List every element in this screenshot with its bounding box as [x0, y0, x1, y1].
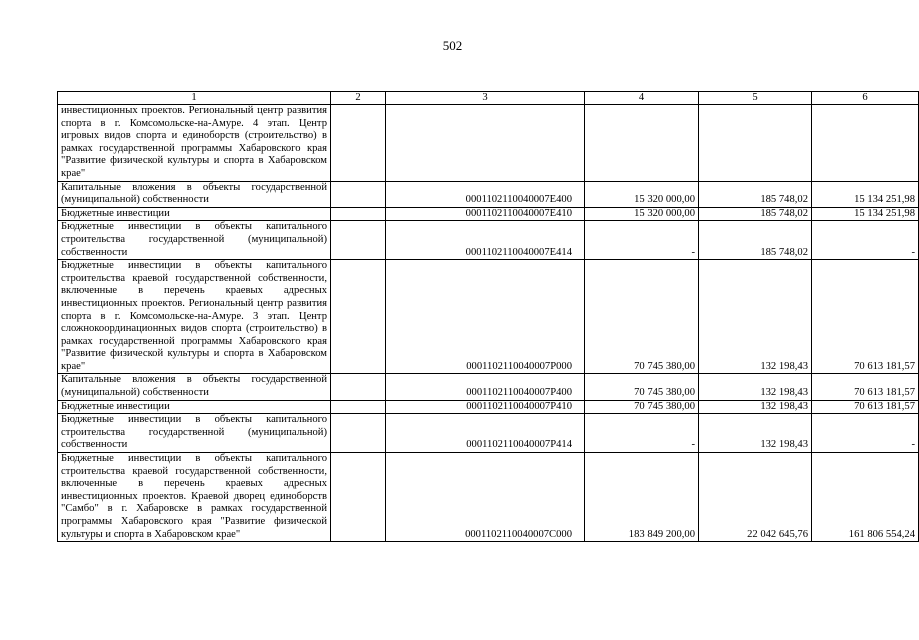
table-row — [58, 400, 919, 414]
row-description: Капитальные вложения в объекты государственной (муниципальной) собственности — [58, 181, 331, 207]
column-header: 5 — [699, 92, 812, 105]
table-row — [58, 453, 919, 542]
row-description: Бюджетные инвестиции — [58, 207, 331, 221]
row-value-4: 70 745 380,00 — [585, 260, 699, 374]
row-value-4: 183 849 200,00 — [585, 453, 699, 542]
table-row — [58, 181, 919, 207]
table-row — [58, 207, 919, 221]
row-value-6: 161 806 554,24 — [812, 453, 919, 542]
row-value-6: - — [812, 414, 919, 453]
budget-table — [57, 91, 919, 542]
row-value-5: 132 198,43 — [699, 400, 812, 414]
row-value-5 — [699, 105, 812, 182]
row-column-2 — [331, 181, 386, 207]
row-value-5: 185 748,02 — [699, 207, 812, 221]
row-description: Бюджетные инвестиции в объекты капитального строительства государственной (муниципальной) собственности — [58, 414, 331, 453]
row-code: 0001102110040007P414 — [386, 414, 585, 453]
row-value-4: 70 745 380,00 — [585, 400, 699, 414]
row-value-4: 70 745 380,00 — [585, 374, 699, 400]
row-value-4: 15 320 000,00 — [585, 207, 699, 221]
row-code: 0001102110040007C000 — [386, 453, 585, 542]
row-description: Бюджетные инвестиции — [58, 400, 331, 414]
row-value-5: 132 198,43 — [699, 414, 812, 453]
row-value-5: 132 198,43 — [699, 374, 812, 400]
row-column-2 — [331, 374, 386, 400]
column-header: 2 — [331, 92, 386, 105]
row-value-6: 70 613 181,57 — [812, 400, 919, 414]
column-header: 3 — [386, 92, 585, 105]
page-number: 502 — [442, 38, 463, 53]
row-value-4: - — [585, 414, 699, 453]
row-value-6: 15 134 251,98 — [812, 207, 919, 221]
row-value-6: 70 613 181,57 — [812, 260, 919, 374]
row-code: 0001102110040007P400 — [386, 374, 585, 400]
row-code — [386, 105, 585, 182]
column-header: 6 — [812, 92, 919, 105]
row-column-2 — [331, 414, 386, 453]
row-value-6 — [812, 105, 919, 182]
row-code: 0001102110040007E410 — [386, 207, 585, 221]
row-value-4: 15 320 000,00 — [585, 181, 699, 207]
row-code: 0001102110040007P000 — [386, 260, 585, 374]
column-header: 1 — [58, 92, 331, 105]
table-row — [58, 105, 919, 182]
row-description: инвестиционных проектов. Региональный центр развития спорта в г. Комсомольске-на-Амуре. 4 этап. Центр игровых видов спорта и единоборств (строительство) в рамках государственной программы Хабаровского края "Развитие физической культуры и спорта в Хабаровском крае" — [58, 105, 331, 182]
row-value-4 — [585, 105, 699, 182]
row-value-5: 185 748,02 — [699, 181, 812, 207]
row-code: 0001102110040007P410 — [386, 400, 585, 414]
table-row — [58, 221, 919, 260]
row-value-5: 22 042 645,76 — [699, 453, 812, 542]
row-description: Бюджетные инвестиции в объекты капитального строительства государственной (муниципальной) собственности — [58, 221, 331, 260]
row-column-2 — [331, 221, 386, 260]
row-value-4: - — [585, 221, 699, 260]
column-header: 4 — [585, 92, 699, 105]
row-column-2 — [331, 105, 386, 182]
row-value-5: 132 198,43 — [699, 260, 812, 374]
row-description: Бюджетные инвестиции в объекты капитального строительства краевой государственной собственности, включенные в перечень краевых адресных инвестиционных проектов. Региональный центр развития спорта в г. Комсомольске-на-Амуре. 3 этап. Центр сложнокоординационных видов спорта (строительство) в рамках государственной программы Хабаровского края "Развитие физической культуры и спорта в Хабаровском крае" — [58, 260, 331, 374]
table-row — [58, 414, 919, 453]
row-column-2 — [331, 400, 386, 414]
row-description: Бюджетные инвестиции в объекты капитального строительства краевой государственной собственности, включенные в перечень краевых адресных инвестиционных проектов. Краевой дворец единоборств "Самбо" в г. Хабаровске в рамках государственной программы Хабаровского края "Развитие физической культуры и спорта в Хабаровском крае" — [58, 453, 331, 542]
row-column-2 — [331, 453, 386, 542]
row-value-6: 15 134 251,98 — [812, 181, 919, 207]
row-column-2 — [331, 260, 386, 374]
row-value-6: 70 613 181,57 — [812, 374, 919, 400]
row-code: 0001102110040007E414 — [386, 221, 585, 260]
row-value-5: 185 748,02 — [699, 221, 812, 260]
header-row — [58, 92, 919, 105]
row-description: Капитальные вложения в объекты государственной (муниципальной) собственности — [58, 374, 331, 400]
table-row — [58, 374, 919, 400]
table-row — [58, 260, 919, 374]
row-value-6: - — [812, 221, 919, 260]
row-code: 0001102110040007E400 — [386, 181, 585, 207]
row-column-2 — [331, 207, 386, 221]
